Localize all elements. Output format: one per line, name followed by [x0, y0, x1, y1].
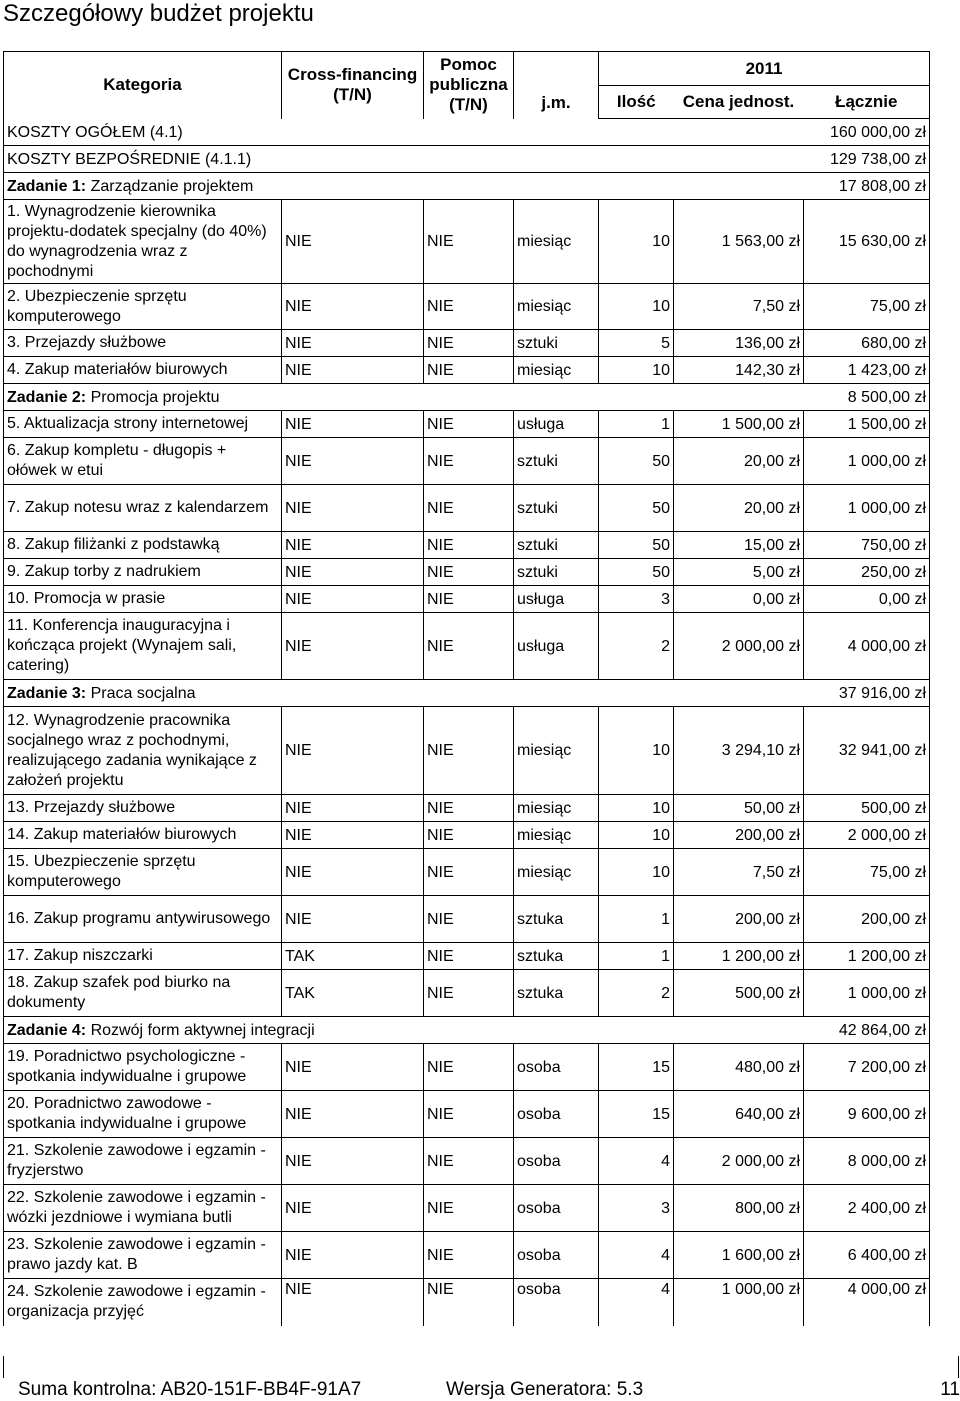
page-title: Szczegółowy budżet projektu — [3, 0, 314, 27]
cross-financing-cell: NIE — [282, 1044, 424, 1091]
pomoc-publiczna-cell: NIE — [424, 1044, 514, 1091]
row-total: 15 630,00 zł — [804, 200, 930, 284]
unit-cell: miesiąc — [514, 795, 599, 822]
row-label: KOSZTY OGÓŁEM (4.1) — [7, 123, 183, 141]
row-label: 5. Aktualizacja strony internetowej — [4, 411, 282, 438]
unit-price-cell: 3 294,10 zł — [674, 707, 804, 795]
row-total: 8 500,00 zł — [804, 384, 930, 411]
unit-cell: osoba — [514, 1091, 599, 1138]
row-label: 9. Zakup torby z nadrukiem — [4, 559, 282, 586]
unit-cell: sztuka — [514, 970, 599, 1017]
unit-cell: sztuki — [514, 532, 599, 559]
table-row — [4, 357, 930, 384]
cross-financing-cell: NIE — [282, 586, 424, 613]
row-total: 1 200,00 zł — [804, 943, 930, 970]
row-label: 20. Poradnictwo zawodowe - spotkania indywidualne i grupowe — [4, 1091, 282, 1138]
header-kategoria: Kategoria — [4, 52, 282, 119]
row-total: 8 000,00 zł — [804, 1138, 930, 1185]
unit-cell: usługa — [514, 411, 599, 438]
unit-price-cell: 7,50 zł — [674, 849, 804, 896]
pomoc-publiczna-cell: NIE — [424, 485, 514, 532]
task-row — [4, 680, 930, 707]
unit-cell: miesiąc — [514, 707, 599, 795]
row-total: 0,00 zł — [804, 586, 930, 613]
header-cross-financing: Cross-financing (T/N) — [282, 52, 424, 119]
cross-financing-cell: NIE — [282, 896, 424, 943]
unit-price-cell: 2 000,00 zł — [674, 613, 804, 680]
unit-cell: sztuka — [514, 896, 599, 943]
cross-financing-cell: NIE — [282, 330, 424, 357]
pomoc-publiczna-cell: NIE — [424, 943, 514, 970]
pomoc-publiczna-cell: NIE — [424, 284, 514, 330]
cross-financing-cell: NIE — [282, 485, 424, 532]
unit-price-cell: 0,00 zł — [674, 586, 804, 613]
table-row — [4, 586, 930, 613]
right-border-tail — [958, 1356, 959, 1378]
quantity-cell: 10 — [599, 822, 674, 849]
table-row — [4, 943, 930, 970]
pomoc-publiczna-cell: NIE — [424, 559, 514, 586]
table-row — [4, 559, 930, 586]
quantity-cell: 4 — [599, 1279, 674, 1326]
unit-price-cell: 136,00 zł — [674, 330, 804, 357]
row-label: 7. Zakup notesu wraz z kalendarzem — [4, 485, 282, 532]
row-total: 1 000,00 zł — [804, 970, 930, 1017]
pomoc-publiczna-cell: NIE — [424, 330, 514, 357]
row-label: 16. Zakup programu antywirusowego — [4, 896, 282, 943]
pomoc-publiczna-cell: NIE — [424, 1138, 514, 1185]
unit-cell: usługa — [514, 613, 599, 680]
row-label: 10. Promocja w prasie — [4, 586, 282, 613]
unit-cell: miesiąc — [514, 200, 599, 284]
task-row — [4, 384, 930, 411]
row-total: 6 400,00 zł — [804, 1232, 930, 1279]
quantity-cell: 1 — [599, 411, 674, 438]
cross-financing-cell: NIE — [282, 438, 424, 485]
header-cena: Cena jednost. — [674, 86, 804, 119]
table-row — [4, 1232, 930, 1279]
header-ilosc: Ilość — [599, 86, 674, 119]
quantity-cell: 4 — [599, 1232, 674, 1279]
row-total: 17 808,00 zł — [804, 173, 930, 200]
unit-price-cell: 800,00 zł — [674, 1185, 804, 1232]
row-label: 14. Zakup materiałów biurowych — [4, 822, 282, 849]
table-row — [4, 613, 930, 680]
row-total: 1 500,00 zł — [804, 411, 930, 438]
table-row — [4, 284, 930, 330]
unit-price-cell: 15,00 zł — [674, 532, 804, 559]
row-label: 24. Szkolenie zawodowe i egzamin - organizacja przyjęć — [4, 1279, 282, 1326]
unit-price-cell: 480,00 zł — [674, 1044, 804, 1091]
table-row — [4, 970, 930, 1017]
task-label — [4, 173, 804, 200]
row-total: 200,00 zł — [804, 896, 930, 943]
quantity-cell: 2 — [599, 970, 674, 1017]
unit-cell: osoba — [514, 1279, 599, 1326]
pomoc-publiczna-cell: NIE — [424, 200, 514, 284]
quantity-cell: 50 — [599, 559, 674, 586]
row-total: 32 941,00 zł — [804, 707, 930, 795]
pomoc-publiczna-cell: NIE — [424, 1279, 514, 1326]
quantity-cell: 15 — [599, 1044, 674, 1091]
summary-row — [4, 119, 930, 146]
table-row — [4, 795, 930, 822]
quantity-cell: 50 — [599, 485, 674, 532]
task-row — [4, 173, 930, 200]
row-total: 75,00 zł — [804, 284, 930, 330]
row-total: 2 400,00 zł — [804, 1185, 930, 1232]
table-row — [4, 200, 930, 284]
table-row — [4, 1185, 930, 1232]
unit-cell: osoba — [514, 1138, 599, 1185]
row-total: 2 000,00 zł — [804, 822, 930, 849]
unit-cell: miesiąc — [514, 284, 599, 330]
row-total: 42 864,00 zł — [804, 1017, 930, 1044]
row-label: 1. Wynagrodzenie kierownika projektu-dodatek specjalny (do 40%) do wynagrodzenia wraz z pochodnymi — [4, 200, 282, 284]
task-prefix: Zadanie 3: — [7, 684, 87, 702]
table-row — [4, 1279, 930, 1326]
quantity-cell: 10 — [599, 707, 674, 795]
quantity-cell: 50 — [599, 532, 674, 559]
pomoc-publiczna-cell: NIE — [424, 1091, 514, 1138]
cross-financing-cell: NIE — [282, 532, 424, 559]
pomoc-publiczna-cell: NIE — [424, 613, 514, 680]
table-row — [4, 485, 930, 532]
row-label: 22. Szkolenie zawodowe i egzamin - wózki jezdniowe i wymiana butli — [4, 1185, 282, 1232]
unit-cell: miesiąc — [514, 822, 599, 849]
cross-financing-cell: NIE — [282, 849, 424, 896]
row-total: 250,00 zł — [804, 559, 930, 586]
unit-cell: miesiąc — [514, 849, 599, 896]
quantity-cell: 10 — [599, 795, 674, 822]
row-label: 6. Zakup kompletu - długopis + ołówek w etui — [4, 438, 282, 485]
row-total: 750,00 zł — [804, 532, 930, 559]
unit-price-cell: 1 600,00 zł — [674, 1232, 804, 1279]
pomoc-publiczna-cell: NIE — [424, 822, 514, 849]
row-label: 3. Przejazdy służbowe — [4, 330, 282, 357]
summary-row — [4, 146, 930, 173]
cross-financing-cell: NIE — [282, 200, 424, 284]
row-label: 15. Ubezpieczenie sprzętu komputerowego — [4, 849, 282, 896]
cross-financing-cell: NIE — [282, 1138, 424, 1185]
unit-price-cell: 1 200,00 zł — [674, 943, 804, 970]
cross-financing-cell: TAK — [282, 943, 424, 970]
cross-financing-cell: NIE — [282, 411, 424, 438]
pomoc-publiczna-cell: NIE — [424, 357, 514, 384]
unit-price-cell: 20,00 zł — [674, 485, 804, 532]
row-total: 4 000,00 zł — [804, 1279, 930, 1326]
table-row — [4, 707, 930, 795]
budget-table — [3, 51, 929, 1326]
unit-price-cell: 142,30 zł — [674, 357, 804, 384]
row-label: 17. Zakup niszczarki — [4, 943, 282, 970]
cross-financing-cell: NIE — [282, 284, 424, 330]
cross-financing-cell: TAK — [282, 970, 424, 1017]
quantity-cell: 10 — [599, 849, 674, 896]
row-label: 12. Wynagrodzenie pracownika socjalnego wraz z pochodnymi, realizującego zadania wynikające z założeń projektu — [4, 707, 282, 795]
quantity-cell: 4 — [599, 1138, 674, 1185]
unit-cell: usługa — [514, 586, 599, 613]
unit-cell: sztuki — [514, 559, 599, 586]
unit-cell: sztuki — [514, 485, 599, 532]
row-label: 8. Zakup filiżanki z podstawką — [4, 532, 282, 559]
cross-financing-cell: NIE — [282, 357, 424, 384]
unit-price-cell: 1 500,00 zł — [674, 411, 804, 438]
table-row — [4, 1091, 930, 1138]
task-row — [4, 1017, 930, 1044]
quantity-cell: 3 — [599, 586, 674, 613]
unit-cell: osoba — [514, 1232, 599, 1279]
task-prefix: Zadanie 1: — [7, 177, 87, 195]
quantity-cell: 10 — [599, 357, 674, 384]
pomoc-publiczna-cell: NIE — [424, 849, 514, 896]
row-label: 2. Ubezpieczenie sprzętu komputerowego — [4, 284, 282, 330]
quantity-cell: 2 — [599, 613, 674, 680]
row-label: 21. Szkolenie zawodowe i egzamin - fryzjerstwo — [4, 1138, 282, 1185]
unit-price-cell: 1 563,00 zł — [674, 200, 804, 284]
quantity-cell: 10 — [599, 200, 674, 284]
unit-price-cell: 50,00 zł — [674, 795, 804, 822]
table-row — [4, 438, 930, 485]
pomoc-publiczna-cell: NIE — [424, 970, 514, 1017]
table-row — [4, 822, 930, 849]
cross-financing-cell: NIE — [282, 795, 424, 822]
row-label: Promocja projektu — [86, 388, 220, 406]
table-row — [4, 1138, 930, 1185]
row-label: 23. Szkolenie zawodowe i egzamin - prawo jazdy kat. B — [4, 1232, 282, 1279]
quantity-cell: 10 — [599, 284, 674, 330]
row-total: 1 423,00 zł — [804, 357, 930, 384]
cross-financing-cell: NIE — [282, 707, 424, 795]
unit-price-cell: 5,00 zł — [674, 559, 804, 586]
header-jm: j.m. — [514, 52, 599, 119]
row-label: 13. Przejazdy służbowe — [4, 795, 282, 822]
cross-financing-cell: NIE — [282, 613, 424, 680]
quantity-cell: 3 — [599, 1185, 674, 1232]
unit-cell: osoba — [514, 1044, 599, 1091]
unit-cell: sztuki — [514, 438, 599, 485]
cross-financing-cell: NIE — [282, 1091, 424, 1138]
row-total: 1 000,00 zł — [804, 438, 930, 485]
pomoc-publiczna-cell: NIE — [424, 532, 514, 559]
quantity-cell: 1 — [599, 943, 674, 970]
row-total: 680,00 zł — [804, 330, 930, 357]
unit-cell: osoba — [514, 1185, 599, 1232]
pomoc-publiczna-cell: NIE — [424, 411, 514, 438]
cross-financing-cell: NIE — [282, 1279, 424, 1326]
task-prefix: Zadanie 2: — [7, 388, 87, 406]
task-label — [4, 680, 804, 707]
unit-price-cell: 500,00 zł — [674, 970, 804, 1017]
pomoc-publiczna-cell: NIE — [424, 795, 514, 822]
pomoc-publiczna-cell: NIE — [424, 1185, 514, 1232]
table-row — [4, 896, 930, 943]
row-total: 37 916,00 zł — [804, 680, 930, 707]
cross-financing-cell: NIE — [282, 559, 424, 586]
header-pomoc-publiczna: Pomoc publiczna (T/N) — [424, 52, 514, 119]
pomoc-publiczna-cell: NIE — [424, 438, 514, 485]
unit-price-cell: 2 000,00 zł — [674, 1138, 804, 1185]
task-label — [4, 1017, 804, 1044]
header-lacznie: Łącznie — [804, 86, 930, 119]
page-number: 11 — [940, 1379, 960, 1400]
unit-cell: sztuki — [514, 330, 599, 357]
task-prefix: Zadanie 4: — [7, 1021, 87, 1039]
row-total: 7 200,00 zł — [804, 1044, 930, 1091]
unit-cell: sztuka — [514, 943, 599, 970]
row-total: 500,00 zł — [804, 795, 930, 822]
pomoc-publiczna-cell: NIE — [424, 707, 514, 795]
table-row — [4, 532, 930, 559]
row-label: KOSZTY BEZPOŚREDNIE (4.1.1) — [7, 150, 252, 168]
row-total: 129 738,00 zł — [804, 146, 930, 173]
row-total: 9 600,00 zł — [804, 1091, 930, 1138]
row-label: Zarządzanie projektem — [86, 177, 254, 195]
quantity-cell: 1 — [599, 896, 674, 943]
row-label: Rozwój form aktywnej integracji — [86, 1021, 315, 1039]
row-label: Praca socjalna — [86, 684, 196, 702]
header-year: 2011 — [599, 52, 930, 86]
row-total: 4 000,00 zł — [804, 613, 930, 680]
table-row — [4, 330, 930, 357]
quantity-cell: 50 — [599, 438, 674, 485]
unit-price-cell: 200,00 zł — [674, 822, 804, 849]
row-total: 160 000,00 zł — [804, 119, 930, 146]
row-label: 4. Zakup materiałów biurowych — [4, 357, 282, 384]
cross-financing-cell: NIE — [282, 1185, 424, 1232]
pomoc-publiczna-cell: NIE — [424, 1232, 514, 1279]
quantity-cell: 15 — [599, 1091, 674, 1138]
summary-label — [4, 146, 804, 173]
task-label — [4, 384, 804, 411]
table-row — [4, 1044, 930, 1091]
cross-financing-cell: NIE — [282, 822, 424, 849]
unit-price-cell: 640,00 zł — [674, 1091, 804, 1138]
checksum-text: Suma kontrolna: AB20-151F-BB4F-91A7 — [18, 1379, 362, 1400]
left-border-tail — [3, 1356, 4, 1378]
row-label: 19. Poradnictwo psychologiczne - spotkania indywidualne i grupowe — [4, 1044, 282, 1091]
generator-version: Wersja Generatora: 5.3 — [446, 1379, 644, 1400]
unit-price-cell: 7,50 zł — [674, 284, 804, 330]
row-label: 18. Zakup szafek pod biurko na dokumenty — [4, 970, 282, 1017]
cross-financing-cell: NIE — [282, 1232, 424, 1279]
unit-price-cell: 200,00 zł — [674, 896, 804, 943]
unit-cell: miesiąc — [514, 357, 599, 384]
page-footer — [18, 1379, 960, 1401]
table-row — [4, 411, 930, 438]
row-total: 1 000,00 zł — [804, 485, 930, 532]
table-row — [4, 849, 930, 896]
pomoc-publiczna-cell: NIE — [424, 896, 514, 943]
row-label: 11. Konferencja inauguracyjna i kończąca projekt (Wynajem sali, catering) — [4, 613, 282, 680]
quantity-cell: 5 — [599, 330, 674, 357]
pomoc-publiczna-cell: NIE — [424, 586, 514, 613]
row-total: 75,00 zł — [804, 849, 930, 896]
summary-label — [4, 119, 804, 146]
unit-price-cell: 20,00 zł — [674, 438, 804, 485]
unit-price-cell: 1 000,00 zł — [674, 1279, 804, 1326]
